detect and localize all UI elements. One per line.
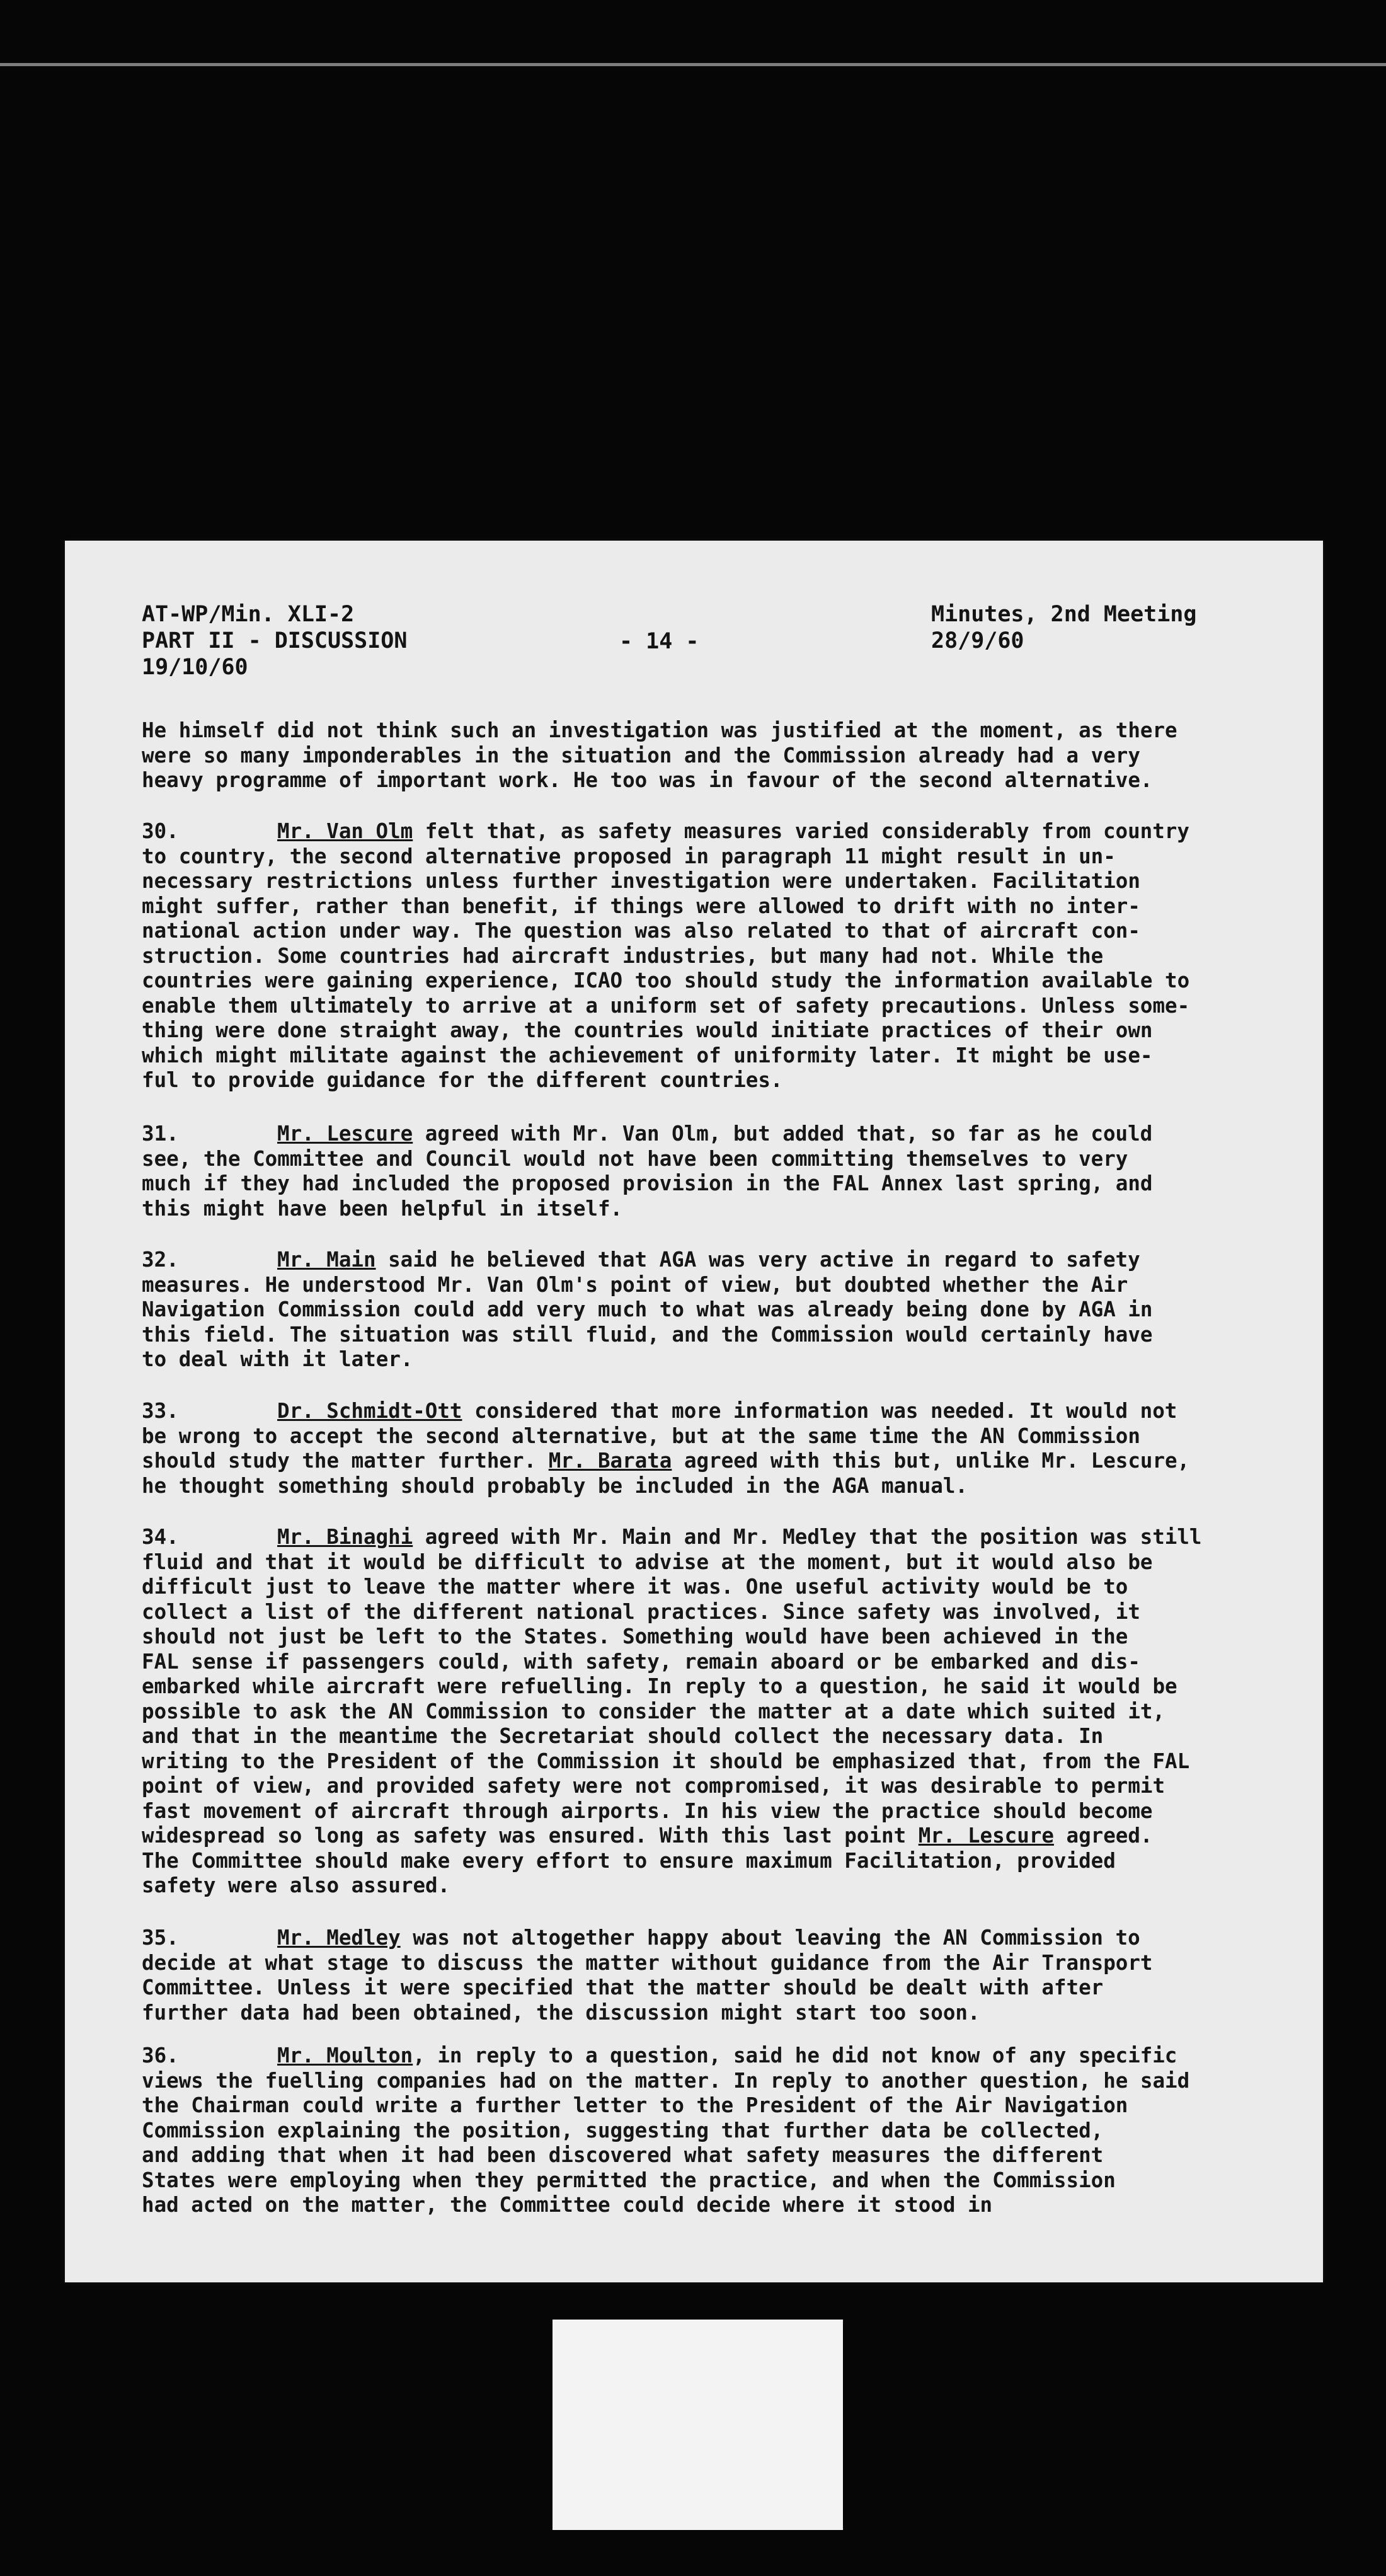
text-line: this might have been helpful in itself. [142, 1196, 623, 1221]
text-line [142, 1824, 1252, 1849]
text-line: safety were also assured. [142, 1873, 450, 1897]
text-line: decide at what stage to discuss the matter without guidance from the Air Transport [142, 1950, 1153, 1975]
document-date: 19/10/60 [142, 655, 248, 680]
text-fragment: agreed with Mr. Main and Mr. Medley that the position was still [413, 1525, 1202, 1549]
paragraph-31 [142, 1122, 1252, 1221]
page-number: - 14 - [619, 629, 699, 654]
text-line: difficult just to leave the matter where it was. One useful activity would be to [142, 1575, 1128, 1599]
paragraph-number: 36. [142, 2044, 179, 2067]
text-line: measures. He understood Mr. Van Olm's point of view, but doubted whether the Air [142, 1272, 1128, 1297]
text-line: possible to ask the AN Commission to consider the matter at a date which suited it, [142, 1699, 1166, 1723]
text-line: thing were done straight away, the countries would initiate practices of their own [142, 1018, 1153, 1042]
text-fragment: agreed with Mr. Van Olm, but added that, so far as he could [413, 1122, 1153, 1146]
text-fragment: , in reply to a question, said he did not know of any specific [413, 2044, 1177, 2067]
text-line: countries were gaining experience, ICAO too should study the information available to [142, 969, 1190, 992]
speaker-name: Mr. Main [277, 1248, 376, 1272]
document-part: PART II - DISCUSSION [142, 628, 408, 653]
text-line: fast movement of aircraft through airports. In his view the practice should become [142, 1798, 1153, 1823]
paragraph-number: 31. [142, 1122, 179, 1146]
text-line: struction. Some countries had aircraft industries, but many had not. While the [142, 943, 1104, 968]
text-line: heavy programme of important work. He too was in favour of the second alternative. [142, 768, 1153, 792]
text-line [142, 1449, 1252, 1474]
text-line: much if they had included the proposed provision in the FAL Annex last spring, and [142, 1171, 1153, 1195]
text-line: and that in the meantime the Secretariat should collect the necessary data. In [142, 1724, 1104, 1748]
text-fragment: was not altogether happy about leaving the AN Commission to [400, 1926, 1140, 1950]
paragraph-36 [142, 2044, 1252, 2218]
text-line: fluid and that it would be difficult to advise at the moment, but it would also be [142, 1550, 1153, 1574]
text-fragment: agreed. [1053, 1824, 1153, 1848]
speaker-name: Dr. Schmidt-Ott [277, 1399, 462, 1423]
text-line: views the fuelling companies had on the matter. In reply to another question, he said [142, 2068, 1190, 2093]
text-line [142, 1525, 1252, 1550]
text-line: see, the Committee and Council would not have been committing themselves to very [142, 1146, 1128, 1171]
paragraph-number: 33. [142, 1399, 179, 1423]
text-line: the Chairman could write a further letter to the President of the Air Navigation [142, 2093, 1128, 2117]
speaker-name: Mr. Medley [277, 1926, 401, 1950]
text-line: this field. The situation was still fluid, and the Commission would certainly have [142, 1322, 1153, 1347]
text-line: FAL sense if passengers could, with safety, remain aboard or be embarked and dis- [142, 1649, 1140, 1674]
text-line: He himself did not think such an investigation was justified at the moment, as there [142, 718, 1177, 742]
speaker-name: Mr. Lescure [277, 1122, 413, 1146]
paragraph-30 [142, 819, 1252, 1093]
text-line: be wrong to accept the second alternative, but at the same time the AN Commission [142, 1423, 1140, 1448]
text-fragment: should study the matter further. [142, 1449, 549, 1473]
meeting-title: Minutes, 2nd Meeting [931, 602, 1197, 627]
blank-film-card [553, 2320, 843, 2530]
text-line: to country, the second alternative proposed in paragraph 11 might result in un- [142, 844, 1116, 868]
text-line: writing to the President of the Commission it should be emphasized that, from the FAL [142, 1749, 1190, 1773]
document-reference: AT-WP/Min. XLI-2 [142, 602, 355, 627]
text-line [142, 1248, 1252, 1273]
document-page [65, 541, 1323, 2282]
paragraph-number: 32. [142, 1248, 179, 1272]
speaker-name: Mr. Binaghi [277, 1525, 413, 1549]
paragraph-number: 35. [142, 1926, 179, 1950]
paragraph-32 [142, 1248, 1252, 1372]
text-line: and adding that when it had been discovered what safety measures the different [142, 2143, 1104, 2167]
speaker-name: Mr. Lescure [918, 1824, 1054, 1848]
paragraph-intro [142, 718, 1252, 793]
text-line: enable them ultimately to arrive at a uniform set of safety precautions. Unless some- [142, 993, 1190, 1018]
text-line [142, 1399, 1252, 1424]
text-fragment: widespread so long as safety was ensured. With this last point [142, 1824, 919, 1848]
text-line [142, 1122, 1252, 1147]
text-fragment: agreed with this but, unlike Mr. Lescure, [672, 1449, 1190, 1473]
text-line: were so many imponderables in the situation and the Commission already had a very [142, 743, 1140, 768]
text-line: ful to provide guidance for the different countries. [142, 1068, 783, 1092]
text-line: which might militate against the achievement of uniformity later. It might be use- [142, 1043, 1153, 1067]
text-line: Committee. Unless it were specified that the matter should be dealt with after [142, 1975, 1104, 1999]
header-left [142, 601, 407, 681]
paragraph-33 [142, 1399, 1252, 1498]
speaker-name: Mr. Van Olm [277, 819, 413, 843]
paragraph-35 [142, 1926, 1252, 2025]
speaker-name: Mr. Barata [548, 1449, 672, 1473]
paragraph-number: 34. [142, 1525, 179, 1549]
speaker-name: Mr. Moulton [277, 2044, 413, 2067]
text-line: Commission explaining the position, suggesting that further data be collected, [142, 2118, 1104, 2142]
meeting-date: 28/9/60 [931, 628, 1024, 653]
paragraph-number: 30. [142, 819, 179, 843]
text-line: further data had been obtained, the discussion might start too soon. [142, 2000, 980, 2025]
paragraph-34 [142, 1525, 1252, 1899]
text-line: States were employing when they permitted the practice, and when the Commission [142, 2168, 1116, 2192]
text-line: should not just be left to the States. Something would have been achieved in the [142, 1624, 1128, 1648]
text-line: necessary restrictions unless further investigation were undertaken. Facilitation [142, 869, 1140, 893]
text-line: embarked while aircraft were refuelling. In reply to a question, he said it would be [142, 1674, 1177, 1698]
text-line: The Committee should make every effort to ensure maximum Facilitation, provided [142, 1848, 1116, 1873]
text-line: national action under way. The question was also related to that of aircraft con- [142, 919, 1140, 943]
text-line: to deal with it later. [142, 1347, 413, 1371]
header-right [931, 601, 1196, 654]
text-line [142, 2044, 1252, 2069]
text-line: point of view, and provided safety were not compromised, it was desirable to permit [142, 1774, 1166, 1798]
text-line [142, 819, 1252, 844]
text-fragment: felt that, as safety measures varied considerably from country [413, 819, 1189, 843]
text-line: had acted on the matter, the Committee could decide where it stood in [142, 2193, 993, 2217]
text-line: collect a list of the different national practices. Since safety was involved, it [142, 1599, 1140, 1624]
text-fragment: considered that more information was needed. It would not [462, 1399, 1177, 1423]
film-edge-rule [0, 63, 1386, 66]
text-line: he thought something should probably be included in the AGA manual. [142, 1473, 968, 1498]
text-fragment: said he believed that AGA was very active in regard to safety [375, 1248, 1140, 1272]
text-line: might suffer, rather than benefit, if things were allowed to drift with no inter- [142, 894, 1140, 918]
text-line [142, 1926, 1252, 1951]
text-line: Navigation Commission could add very much to what was already being done by AGA in [142, 1297, 1153, 1321]
